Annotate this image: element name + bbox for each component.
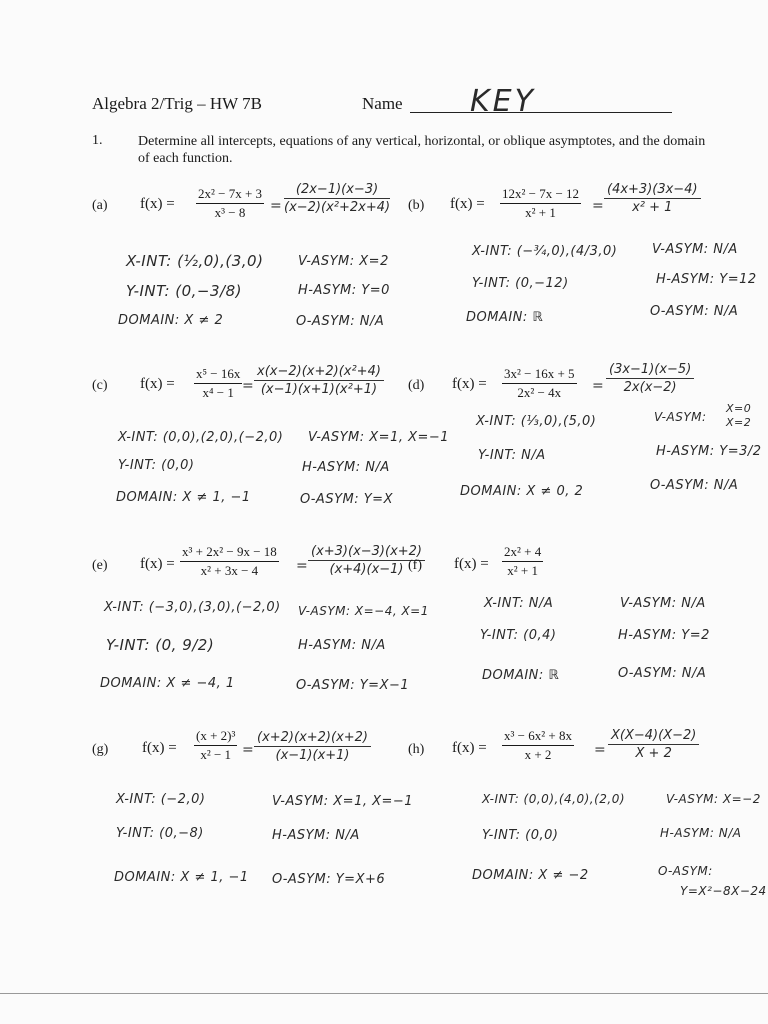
- vasym-a: V-ASYM: X=2: [298, 254, 389, 269]
- factored-num-a: (2x−1)(x−3): [284, 182, 390, 199]
- yint-d: Y-INT: N/A: [478, 448, 546, 463]
- equals-g: =: [242, 742, 254, 758]
- factored-num-h: X(X−4)(X−2): [608, 728, 699, 745]
- fraction-g: [194, 728, 237, 763]
- yint-b: Y-INT: (0,−12): [472, 276, 569, 291]
- domain-d: DOMAIN: X ≠ 0, 2: [460, 484, 584, 499]
- numerator-e: x³ + 2x² − 9x − 18: [180, 544, 279, 562]
- factored-num-c: x(x−2)(x+2)(x²+4): [254, 364, 384, 381]
- numerator-b: 12x² − 7x − 12: [500, 186, 581, 204]
- vasym-c: V-ASYM: X=1, X=−1: [308, 430, 450, 445]
- vasym-d: V-ASYM:: [654, 410, 707, 424]
- fraction-b: [500, 186, 581, 221]
- denominator-c: x⁴ − 1: [202, 385, 234, 400]
- vasym-b: V-ASYM: N/A: [652, 242, 738, 257]
- hasym-f: H-ASYM: Y=2: [618, 628, 710, 643]
- domain-f: DOMAIN: ℝ: [482, 668, 560, 683]
- numerator-d: 3x² − 16x + 5: [502, 366, 577, 384]
- oasym-d: O-ASYM: N/A: [650, 478, 739, 493]
- oasym-h-eq: Y=X²−8X−24: [680, 884, 767, 898]
- yint-a: Y-INT: (0,−3/8): [126, 282, 242, 300]
- vasym-h: V-ASYM: X=−2: [666, 792, 761, 806]
- oasym-e: O-ASYM: Y=X−1: [296, 678, 410, 693]
- vasym-g: V-ASYM: X=1, X=−1: [272, 794, 414, 809]
- factored-den-d: 2x(x−2): [623, 380, 677, 395]
- factored-a: [284, 182, 390, 215]
- factored-num-d: (3x−1)(x−5): [606, 362, 694, 379]
- vasym-f: V-ASYM: N/A: [620, 596, 706, 611]
- factored-b: [604, 182, 701, 215]
- factored-c: [254, 364, 384, 397]
- equals-d: =: [592, 378, 604, 394]
- fx-h: f(x) =: [452, 740, 487, 756]
- label-f: (f): [408, 558, 422, 573]
- xint-b: X-INT: (−¾,0),(4/3,0): [472, 244, 618, 259]
- yint-g: Y-INT: (0,−8): [116, 826, 204, 841]
- yint-e: Y-INT: (0, 9/2): [106, 636, 215, 654]
- fx-d: f(x) =: [452, 376, 487, 392]
- fx-f: f(x) =: [454, 556, 489, 572]
- label-d: (d): [408, 378, 425, 393]
- domain-a: DOMAIN: X ≠ 2: [118, 313, 224, 328]
- hasym-b: H-ASYM: Y=12: [656, 272, 757, 287]
- numerator-f: 2x² + 4: [502, 544, 543, 562]
- numerator-g: (x + 2)³: [194, 728, 237, 746]
- label-g: (g): [92, 742, 109, 757]
- yint-h: Y-INT: (0,0): [482, 828, 559, 843]
- domain-g: DOMAIN: X ≠ 1, −1: [114, 870, 249, 885]
- numerator-c: x⁵ − 16x: [194, 366, 242, 384]
- vasym-e: V-ASYM: X=−4, X=1: [298, 604, 429, 618]
- numerator-a: 2x² − 7x + 3: [196, 186, 264, 204]
- equals-e: =: [296, 558, 308, 574]
- name-signature: KEY: [470, 84, 536, 119]
- oasym-f: O-ASYM: N/A: [618, 666, 707, 681]
- xint-f: X-INT: N/A: [484, 596, 554, 611]
- fraction-e: [180, 544, 279, 579]
- factored-d: [606, 362, 694, 395]
- equals-c: =: [242, 378, 254, 394]
- factored-den-h: X + 2: [635, 746, 672, 761]
- fraction-h: [502, 728, 574, 763]
- fx-g: f(x) =: [142, 740, 177, 756]
- name-line: [410, 112, 672, 113]
- yint-c: Y-INT: (0,0): [118, 458, 195, 473]
- name-label: Name: [362, 94, 403, 113]
- xint-a: X-INT: (½,0),(3,0): [126, 252, 264, 270]
- page-bottom-divider: [0, 993, 768, 994]
- factored-h: [608, 728, 699, 761]
- factored-g: [254, 730, 371, 763]
- xint-c: X-INT: (0,0),(2,0),(−2,0): [118, 430, 284, 445]
- yint-f: Y-INT: (0,4): [480, 628, 557, 643]
- worksheet-title: Algebra 2/Trig – HW 7B: [92, 94, 262, 113]
- oasym-a: O-ASYM: N/A: [296, 314, 385, 329]
- label-b: (b): [408, 198, 425, 213]
- fraction-d: [502, 366, 577, 401]
- factored-num-g: (x+2)(x+2)(x+2): [254, 730, 371, 747]
- equals-h: =: [594, 742, 606, 758]
- factored-den-e: (x+4)(x−1): [329, 562, 404, 577]
- vasym-d-x2: X=2: [726, 416, 752, 429]
- factored-den-c: (x−1)(x+1)(x²+1): [260, 382, 378, 397]
- denominator-a: x³ − 8: [214, 205, 246, 220]
- denominator-d: 2x² − 4x: [517, 385, 562, 400]
- domain-e: DOMAIN: X ≠ −4, 1: [100, 676, 235, 691]
- denominator-g: x² − 1: [200, 747, 232, 762]
- xint-g: X-INT: (−2,0): [116, 792, 206, 807]
- xint-h: X-INT: (0,0),(4,0),(2,0): [482, 792, 626, 806]
- label-h: (h): [408, 742, 425, 757]
- label-a: (a): [92, 198, 108, 213]
- fraction-a: [196, 186, 264, 221]
- factored-num-b: (4x+3)(3x−4): [604, 182, 701, 199]
- hasym-c: H-ASYM: N/A: [302, 460, 390, 475]
- equals-a: =: [270, 198, 282, 214]
- oasym-b: O-ASYM: N/A: [650, 304, 739, 319]
- domain-c: DOMAIN: X ≠ 1, −1: [116, 490, 251, 505]
- question-text: Determine all intercepts, equations of any vertical, horizontal, or oblique asymptotes, and the domain of each function.: [138, 134, 706, 166]
- question-number: 1.: [92, 133, 103, 148]
- denominator-b: x² + 1: [525, 205, 556, 220]
- denominator-e: x² + 3x − 4: [200, 563, 259, 578]
- hasym-h: H-ASYM: N/A: [660, 826, 742, 840]
- factored-num-e: (x+3)(x−3)(x+2): [308, 544, 425, 561]
- oasym-c: O-ASYM: Y=X: [300, 492, 393, 507]
- denominator-h: x + 2: [524, 747, 552, 762]
- domain-b: DOMAIN: ℝ: [466, 310, 544, 325]
- denominator-f: x² + 1: [507, 563, 538, 578]
- oasym-h: O-ASYM:: [658, 864, 713, 878]
- fraction-f: [502, 544, 543, 579]
- label-e: (e): [92, 558, 108, 573]
- fx-a: f(x) =: [140, 196, 175, 212]
- label-c: (c): [92, 378, 108, 393]
- xint-d: X-INT: (⅓,0),(5,0): [476, 414, 597, 429]
- fx-b: f(x) =: [450, 196, 485, 212]
- hasym-g: H-ASYM: N/A: [272, 828, 360, 843]
- fx-e: f(x) =: [140, 556, 175, 572]
- hasym-e: H-ASYM: N/A: [298, 638, 386, 653]
- factored-den-a: (x−2)(x²+2x+4): [284, 200, 391, 215]
- vasym-d-x0: X=0: [726, 402, 752, 415]
- domain-h: DOMAIN: X ≠ −2: [472, 868, 589, 883]
- fx-c: f(x) =: [140, 376, 175, 392]
- equals-b: =: [592, 198, 604, 214]
- xint-e: X-INT: (−3,0),(3,0),(−2,0): [104, 600, 281, 615]
- numerator-h: x³ − 6x² + 8x: [502, 728, 574, 746]
- factored-den-g: (x−1)(x+1): [275, 748, 350, 763]
- hasym-a: H-ASYM: Y=0: [298, 283, 390, 298]
- factored-den-b: x² + 1: [632, 200, 673, 215]
- hasym-d: H-ASYM: Y=3/2: [656, 444, 762, 459]
- oasym-g: O-ASYM: Y=X+6: [272, 872, 386, 887]
- fraction-c: [194, 366, 242, 401]
